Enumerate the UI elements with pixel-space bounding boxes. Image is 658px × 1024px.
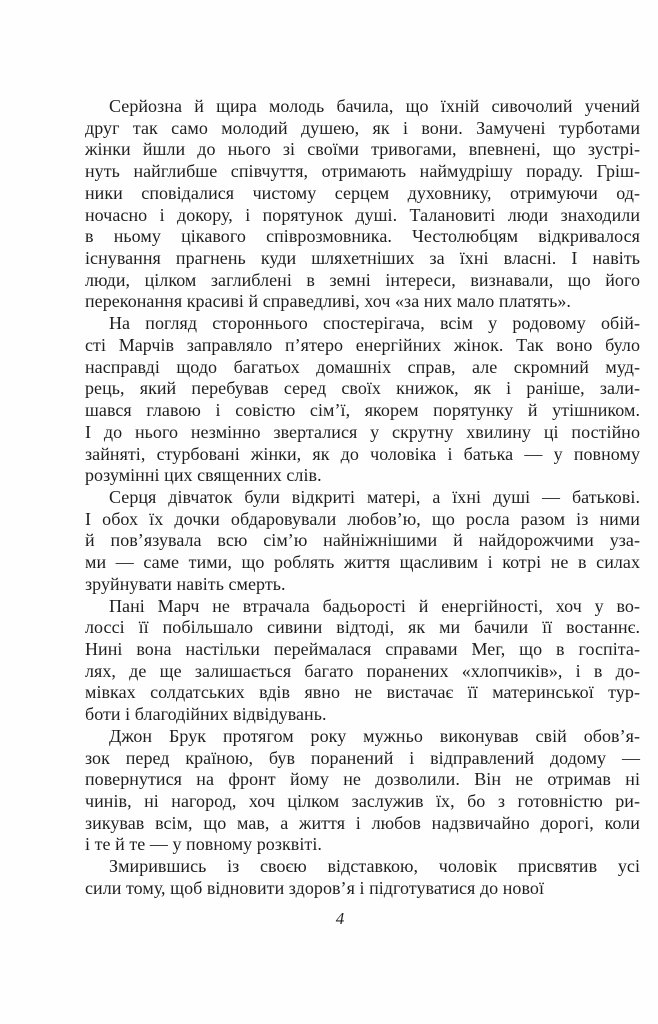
text-line: На погляд стороннього спостерігача, всім у родовому обій- xyxy=(109,313,640,334)
text-line: Змирившись із своєю відставкою, чоловік присвятив усі xyxy=(109,856,640,877)
text-line: Нині вона настільки переймалася справами Мег, що в госпіта- xyxy=(85,638,640,659)
text-line: насправді щодо багатьох домашніх справ, але скромний муд- xyxy=(85,356,640,377)
text-line: розумінні цих священних слів. xyxy=(85,465,322,486)
text-line: сті Марчів заправляло п’ятеро енергійних жінок. Так воно було xyxy=(85,334,640,355)
text-line: І до нього незмінно зверталися у скрутну хвилину ці постійно xyxy=(85,421,640,442)
text-line: мівках солдатських вдів явно не вистачає її материнської тур- xyxy=(85,682,640,703)
text-line: в ньому цікавого співрозмовника. Честолюбцям відкривалося xyxy=(85,226,640,247)
text-line: існування прагнень куди шляхетніших за їхні власні. І навіть xyxy=(85,248,640,269)
text-line: переконання красиві й справедливі, хоч «за них мало платять». xyxy=(85,291,571,312)
text-block xyxy=(85,96,640,900)
text-line: І обох їх дочки обдаровували любов’ю, що росла разом із ними xyxy=(85,508,640,529)
text-line: Серця дівчаток були відкриті матері, а їхні душі — батькові. xyxy=(109,486,640,507)
text-line: чинів, ні нагород, хоч цілком заслужив їх, бо з готовністю ри- xyxy=(85,791,640,811)
text-line: зок перед країною, був поранений і відправлений додому — xyxy=(85,747,640,768)
text-line: друг так само молодий душею, як і вони. Замучені турботами xyxy=(85,117,640,138)
text-line: лоссі її побільшало сивини відтоді, як ми бачили її востаннє. xyxy=(85,617,640,638)
text-line: рець, який перебував серед своїх книжок, як і раніше, зали- xyxy=(85,378,640,399)
text-line: зруйнувати навіть смерть. xyxy=(85,573,286,594)
text-line: люди, цілком заглиблені в земні інтереси, визнавали, що його xyxy=(85,269,640,290)
text-line: Пані Марч не втрачала бадьорості й енергійності, хоч у во- xyxy=(109,595,640,616)
text-line: й пов’язувала всю сім’ю найніжнішими й найдорожчими уза- xyxy=(85,530,640,551)
text-line: сили тому, щоб відновити здоров’я і підготуватися до нової xyxy=(85,877,545,898)
text-line: ми — саме тими, що роблять життя щасливим і котрі не в силах xyxy=(85,552,640,573)
text-line: Серйозна й щира молодь бачила, що їхній сивочолий учений xyxy=(109,96,640,116)
page-number: 4 xyxy=(335,909,345,928)
text-line: і те й те — у повному розквіті. xyxy=(85,834,322,855)
text-line: боти і благодійних відвідувань. xyxy=(85,704,327,725)
text-line: жінки йшли до нього зі своїми тривогами, впевнені, що зустрі- xyxy=(85,139,640,160)
text-line: ники сповідалися чистому серцем духовнику, отримуючи од- xyxy=(85,182,640,203)
text-line: нуть найглибше співчуття, отримають наймудрішу пораду. Гріш- xyxy=(85,161,640,182)
text-line: шався главою і совістю сім’ї, якорем порятунку й утішником. xyxy=(85,400,640,421)
text-line: зикував всім, що мав, а життя і любов надзвичайно дорогі, коли xyxy=(85,812,640,833)
text-line: ночасно і докору, і порятунок душі. Талановиті люди знаходили xyxy=(85,204,640,225)
text-line: зайняті, стурбовані жінки, як до чоловіка і батька — у повному xyxy=(85,443,640,464)
text-line: лях, де ще залишається багато поранених «хлопчиків», і в до- xyxy=(85,660,640,681)
text-line: повернутися на фронт йому не дозволили. Він не отримав ні xyxy=(85,769,640,790)
text-line: Джон Брук протягом року мужньо виконував свій обов’я- xyxy=(109,725,640,746)
